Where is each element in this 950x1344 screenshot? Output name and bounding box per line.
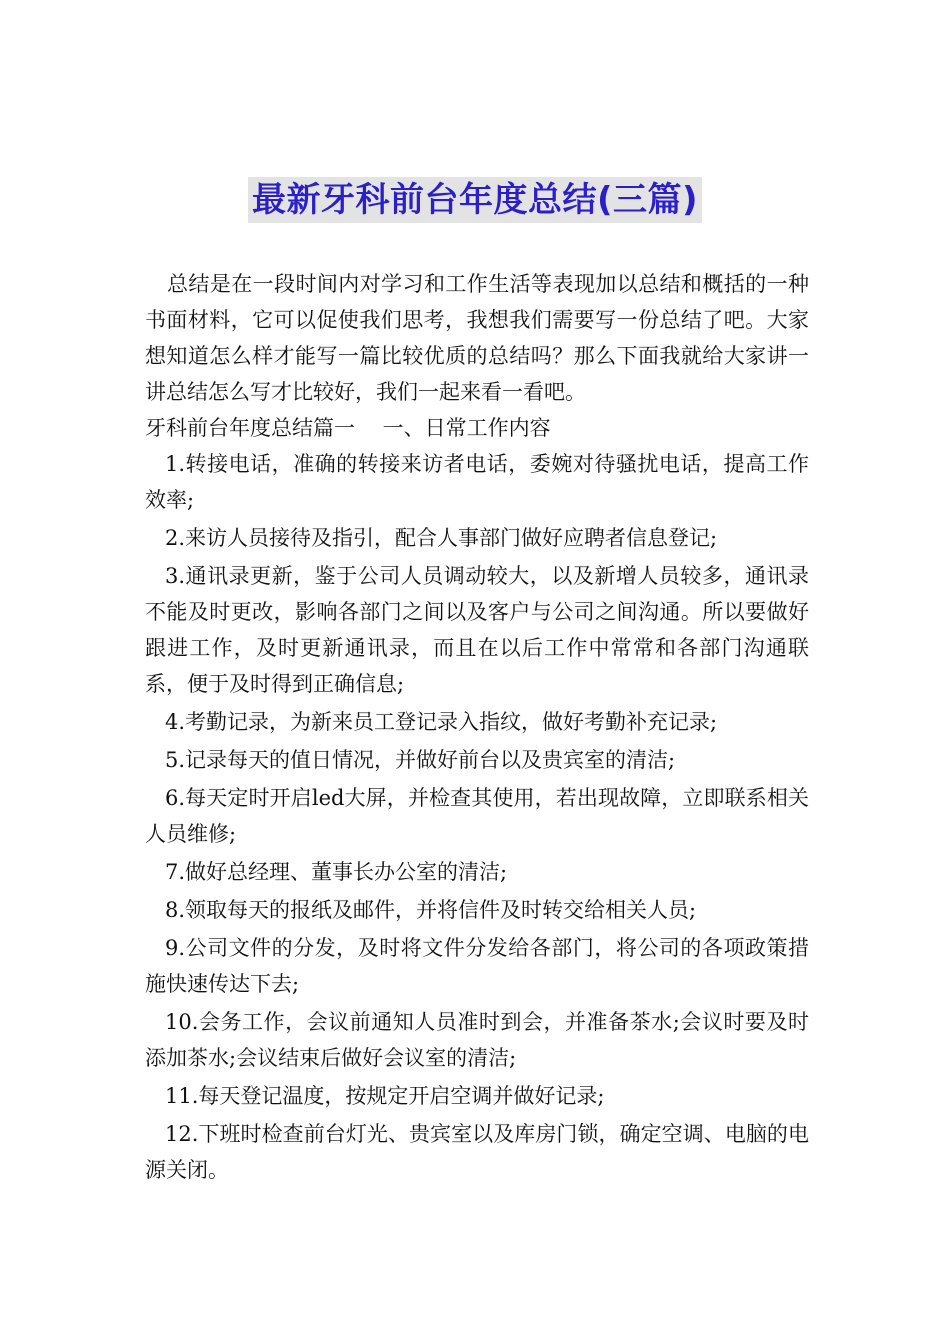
list-item: 7.做好总经理、董事长办公室的清洁;	[165, 860, 508, 884]
list-item: 10.会务工作，会议前通知人员准时到会，并准备茶水;会议时要及时添加茶水;会议结束后做好会议室的清洁;	[145, 1010, 809, 1070]
title-container	[0, 177, 950, 223]
list-item: 12.下班时检查前台灯光、贵宾室以及库房门锁，确定空调、电脑的电源关闭。	[145, 1122, 809, 1182]
list-item: 9.公司文件的分发，及时将文件分发给各部门，将公司的各项政策措施快速传达下去;	[145, 936, 809, 996]
intro-paragraph: 总结是在一段时间内对学习和工作生活等表现加以总结和概括的一种书面材料，它可以促使我们思考，我想我们需要写一份总结了吧。大家想知道怎么样才能写一篇比较优质的总结吗？那么下面我就给大家讲一讲总结怎么写才比较好，我们一起来看一看吧。	[145, 272, 809, 404]
section-heading: 牙科前台年度总结篇一 一、日常工作内容	[145, 416, 551, 440]
document-body	[145, 266, 809, 1190]
list-item: 3.通讯录更新，鉴于公司人员调动较大，以及新增人员较多，通讯录不能及时更改，影响各部门之间以及客户与公司之间沟通。所以要做好跟进工作，及时更新通讯录，而且在以后工作中常常和各部门沟通联系，便于及时得到正确信息;	[145, 564, 809, 696]
list-item: 6.每天定时开启led大屏，并检查其使用，若出现故障，立即联系相关人员维修;	[145, 786, 809, 846]
document-title: 最新牙科前台年度总结(三篇)	[248, 177, 702, 223]
list-item: 2.来访人员接待及指引，配合人事部门做好应聘者信息登记;	[165, 526, 718, 550]
list-item: 8.领取每天的报纸及邮件，并将信件及时转交给相关人员;	[165, 898, 697, 922]
list-item: 11.每天登记温度，按规定开启空调并做好记录;	[165, 1084, 605, 1108]
list-item: 5.记录每天的值日情况，并做好前台以及贵宾室的清洁;	[165, 748, 676, 772]
list-item: 1.转接电话，准确的转接来访者电话，委婉对待骚扰电话，提高工作效率;	[145, 452, 809, 512]
list-item: 4.考勤记录，为新来员工登记录入指纹，做好考勤补充记录;	[165, 710, 718, 734]
